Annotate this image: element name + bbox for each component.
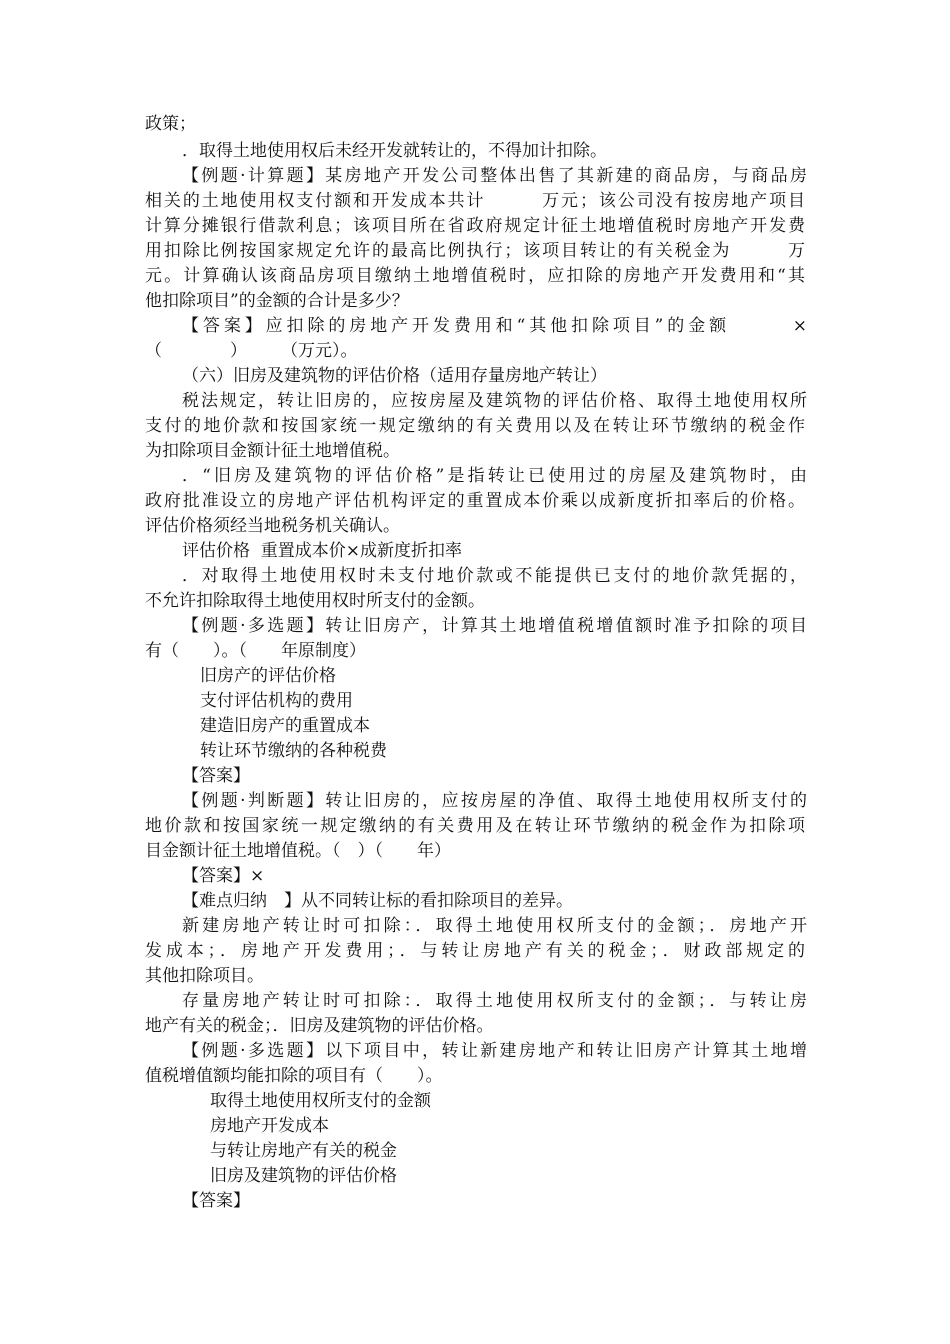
text-line: 发成本；．房地产开发费用；．与转让房地产有关的税金；．财政部规定的 [145, 941, 805, 961]
text-line: 元。计算确认该商品房项目缴纳土地增值税时，应扣除的房地产开发费用和“其 [145, 266, 805, 286]
section-heading: （六）旧房及建筑物的评估价格（适用存量房地产转让） [182, 366, 607, 386]
answer-label: 【答案】应扣除的房地产开发费用和“其他扣除项目”的金额 × [182, 316, 807, 336]
text-line: ．对取得土地使用权时未支付地价款或不能提供已支付的地价款凭据的， [182, 566, 807, 586]
text-line: ．“旧房及建筑物的评估价格”是指转让已使用过的房屋及建筑物时，由 [182, 466, 807, 486]
text-line: 计算分摊银行借款利息；该项目所在省政府规定计征土地增值税时房地产开发费 [145, 216, 805, 236]
option-item: 取得土地使用权所支付的金额 [210, 1091, 431, 1111]
text-line: 政策； [145, 114, 196, 134]
text-line: 地价款和按国家统一规定缴纳的有关费用及在转让环节缴纳的税金作为扣除项 [145, 816, 805, 836]
summary-heading: 【难点归纳 】从不同转让标的看扣除项目的差异。 [182, 891, 573, 911]
option-item: 与转让房地产有关的税金 [210, 1141, 397, 1161]
text-line: 地产有关的税金；．旧房及建筑物的评估价格。 [145, 1016, 494, 1036]
text-line: 其他扣除项目。 [145, 966, 264, 986]
text-line: 支付的地价款和按国家统一规定缴纳的有关费用以及在转让环节缴纳的税金作 [145, 416, 805, 436]
option-item: 建造旧房产的重置成本 [200, 716, 370, 736]
option-item: 转让环节缴纳的各种税费 [200, 741, 387, 761]
text-line: 存量房地产转让时可扣除：．取得土地使用权所支付的金额；．与转让房 [182, 991, 807, 1011]
text-line: 值税增值额均能扣除的项目有（ ）。 [145, 1066, 443, 1086]
example-heading: 【例题·多选题】以下项目中，转让新建房地产和转让旧房产计算其土地增 [182, 1041, 807, 1061]
text-line: 用扣除比例按国家规定允许的最高比例执行；该项目转让的有关税金为 万 [145, 241, 805, 261]
example-heading: 【例题·多选题】转让旧房产，计算其土地增值税增值额时准予扣除的项目 [182, 616, 807, 636]
formula-line: 评估价格 重置成本价×成新度折扣率 [182, 541, 463, 561]
option-item: 旧房产的评估价格 [200, 666, 336, 686]
example-heading: 【例题·判断题】转让旧房的，应按房屋的净值、取得土地使用权所支付的 [182, 791, 807, 811]
text-line: 政府批准设立的房地产评估机构评定的重置成本价乘以成新度折扣率后的价格。 [145, 491, 805, 511]
text-line: 新建房地产转让时可扣除：．取得土地使用权所支付的金额；．房地产开 [182, 916, 807, 936]
text-line: （ ） （万元）。 [145, 341, 358, 361]
example-heading: 【例题·计算题】某房地产开发公司整体出售了其新建的商品房，与商品房 [182, 166, 807, 186]
answer-label: 【答案】 [182, 766, 250, 786]
text-line: 评估价格须经当地税务机关确认。 [145, 516, 400, 536]
option-item: 房地产开发成本 [210, 1116, 329, 1136]
text-line: 不允许扣除取得土地使用权时所支付的金额。 [145, 591, 485, 611]
text-line: 他扣除项目”的金额的合计是多少？ [145, 291, 409, 311]
text-line: 目金额计征土地增值税。（ ）（ 年） [145, 841, 451, 861]
option-item: 旧房及建筑物的评估价格 [210, 1166, 397, 1186]
text-line: ．取得土地使用权后未经开发就转让的，不得加计扣除。 [182, 141, 607, 161]
answer-label: 【答案】× [182, 866, 265, 886]
text-line: 相关的土地使用权支付额和开发成本共计 万元；该公司没有按房地产项目 [145, 191, 805, 211]
text-line: 为扣除项目金额计征土地增值税。 [145, 441, 400, 461]
text-line: 税法规定，转让旧房的，应按房屋及建筑物的评估价格、取得土地使用权所 [182, 391, 807, 411]
answer-label: 【答案】 [182, 1191, 250, 1211]
text-line: 有（ ）。（ 年原制度） [145, 641, 366, 661]
option-item: 支付评估机构的费用 [200, 691, 353, 711]
